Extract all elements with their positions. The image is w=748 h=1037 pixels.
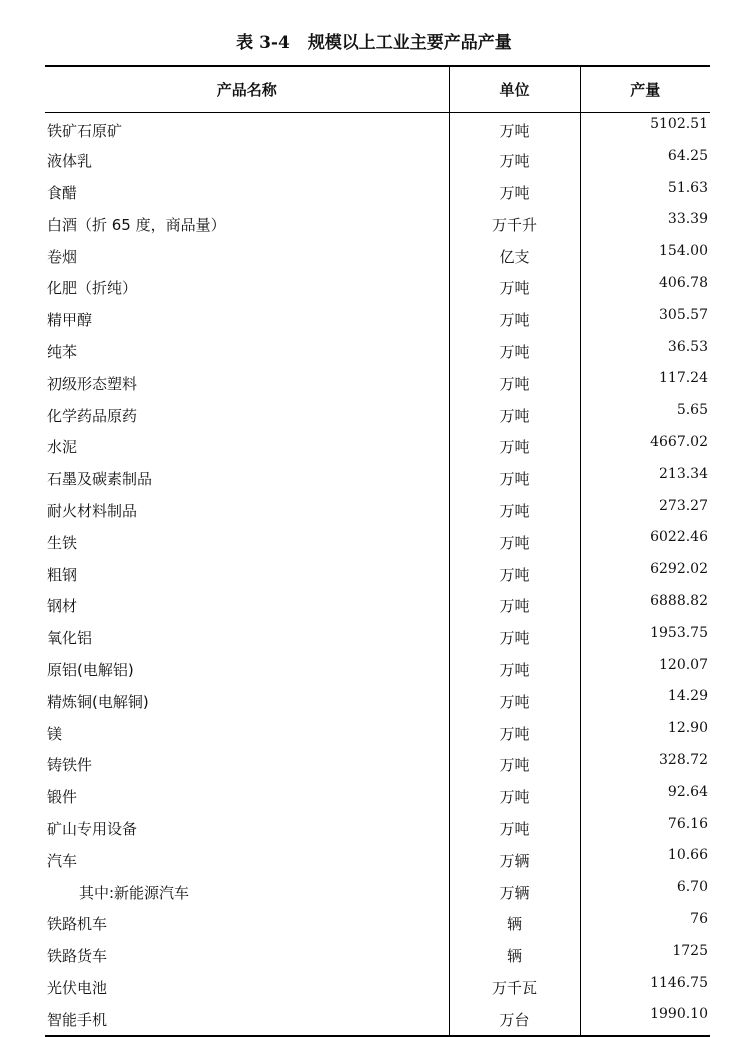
product-name-cell: 铸铁件 bbox=[47, 756, 93, 775]
table-row bbox=[45, 177, 710, 209]
quantity-cell: 120.07 bbox=[580, 654, 710, 686]
table-row bbox=[45, 590, 710, 622]
unit-cell: 万吨 bbox=[449, 113, 580, 145]
column-header-qty: 产量 bbox=[580, 66, 710, 113]
product-name-cell: 钢材 bbox=[47, 597, 78, 616]
table-row bbox=[45, 749, 710, 781]
table-row bbox=[45, 495, 710, 527]
quantity-cell: 6888.82 bbox=[580, 590, 710, 622]
product-name-cell: 原铝(电解铝) bbox=[47, 660, 134, 679]
product-name-cell: 铁路机车 bbox=[47, 915, 108, 934]
production-table bbox=[45, 65, 710, 1037]
table-row bbox=[45, 463, 710, 495]
quantity-cell: 273.27 bbox=[580, 495, 710, 527]
product-name-cell: 氧化铝 bbox=[47, 629, 93, 648]
quantity-cell: 36.53 bbox=[580, 336, 710, 368]
product-name-cell: 石墨及碳素制品 bbox=[47, 470, 153, 489]
product-name-cell: 锻件 bbox=[47, 788, 78, 807]
quantity-cell: 213.34 bbox=[580, 463, 710, 495]
product-name-cell: 光伏电池 bbox=[47, 978, 108, 997]
unit-cell: 万千升 bbox=[449, 208, 580, 240]
table-row bbox=[45, 654, 710, 686]
product-name-cell: 矿山专用设备 bbox=[47, 819, 138, 838]
product-name-cell: 精炼铜(电解铜) bbox=[47, 692, 149, 711]
table-row bbox=[45, 940, 710, 972]
table-row bbox=[45, 1003, 710, 1036]
table-row bbox=[45, 272, 710, 304]
column-header-unit: 单位 bbox=[449, 66, 580, 113]
unit-cell: 万吨 bbox=[449, 431, 580, 463]
quantity-cell: 1725 bbox=[580, 940, 710, 972]
product-name-cell: 液体乳 bbox=[47, 152, 93, 171]
table-row bbox=[45, 399, 710, 431]
unit-cell: 万吨 bbox=[449, 685, 580, 717]
quantity-cell: 6292.02 bbox=[580, 558, 710, 590]
table-row bbox=[45, 240, 710, 272]
unit-cell: 万吨 bbox=[449, 717, 580, 749]
table-row bbox=[45, 304, 710, 336]
quantity-cell: 76.16 bbox=[580, 813, 710, 845]
quantity-cell: 117.24 bbox=[580, 367, 710, 399]
product-name-cell: 水泥 bbox=[47, 438, 78, 457]
table-row bbox=[45, 844, 710, 876]
product-name-cell: 铁矿石原矿 bbox=[47, 121, 123, 140]
product-name-cell: 初级形态塑料 bbox=[47, 374, 138, 393]
table-row bbox=[45, 113, 710, 145]
unit-cell: 万吨 bbox=[449, 336, 580, 368]
table-title bbox=[0, 28, 748, 53]
table-row bbox=[45, 717, 710, 749]
table-row bbox=[45, 908, 710, 940]
table-row bbox=[45, 876, 710, 908]
product-name-cell: 其中:新能源汽车 bbox=[79, 883, 190, 902]
quantity-cell: 1146.75 bbox=[580, 972, 710, 1004]
product-name-cell: 食醋 bbox=[47, 183, 78, 202]
unit-cell: 万吨 bbox=[449, 526, 580, 558]
product-name-cell: 粗钢 bbox=[47, 565, 78, 584]
table-row bbox=[45, 781, 710, 813]
quantity-cell: 6.70 bbox=[580, 876, 710, 908]
unit-cell: 万吨 bbox=[449, 272, 580, 304]
unit-cell: 万吨 bbox=[449, 399, 580, 431]
unit-cell: 万吨 bbox=[449, 590, 580, 622]
unit-cell: 亿支 bbox=[449, 240, 580, 272]
unit-cell: 万辆 bbox=[449, 876, 580, 908]
unit-cell: 万吨 bbox=[449, 495, 580, 527]
product-name-cell: 卷烟 bbox=[47, 247, 78, 266]
column-header-name: 产品名称 bbox=[45, 66, 449, 113]
table-row bbox=[45, 685, 710, 717]
quantity-cell: 51.63 bbox=[580, 177, 710, 209]
product-name-cell: 纯苯 bbox=[47, 342, 78, 361]
unit-cell: 辆 bbox=[449, 940, 580, 972]
unit-cell: 万吨 bbox=[449, 622, 580, 654]
unit-cell: 万台 bbox=[449, 1003, 580, 1036]
table-row bbox=[45, 622, 710, 654]
quantity-cell: 406.78 bbox=[580, 272, 710, 304]
quantity-cell: 328.72 bbox=[580, 749, 710, 781]
unit-cell: 万吨 bbox=[449, 304, 580, 336]
product-name-cell: 化学药品原药 bbox=[47, 406, 138, 425]
quantity-cell: 4667.02 bbox=[580, 431, 710, 463]
unit-cell: 万吨 bbox=[449, 367, 580, 399]
product-name-cell: 铁路货车 bbox=[47, 947, 108, 966]
unit-cell: 万吨 bbox=[449, 749, 580, 781]
unit-cell: 万吨 bbox=[449, 463, 580, 495]
unit-cell: 万吨 bbox=[449, 558, 580, 590]
product-name-cell: 耐火材料制品 bbox=[47, 501, 138, 520]
unit-cell: 万吨 bbox=[449, 813, 580, 845]
product-name-cell: 汽车 bbox=[47, 851, 78, 870]
unit-cell: 万吨 bbox=[449, 145, 580, 177]
table-row bbox=[45, 367, 710, 399]
quantity-cell: 92.64 bbox=[580, 781, 710, 813]
quantity-cell: 64.25 bbox=[580, 145, 710, 177]
quantity-cell: 1953.75 bbox=[580, 622, 710, 654]
table-row bbox=[45, 208, 710, 240]
unit-cell: 万吨 bbox=[449, 654, 580, 686]
quantity-cell: 12.90 bbox=[580, 717, 710, 749]
table-row bbox=[45, 972, 710, 1004]
quantity-cell: 1990.10 bbox=[580, 1003, 710, 1036]
unit-cell: 万吨 bbox=[449, 781, 580, 813]
table-body bbox=[45, 113, 710, 1037]
quantity-cell: 33.39 bbox=[580, 208, 710, 240]
quantity-cell: 10.66 bbox=[580, 844, 710, 876]
quantity-cell: 76 bbox=[580, 908, 710, 940]
quantity-cell: 5.65 bbox=[580, 399, 710, 431]
table-row bbox=[45, 431, 710, 463]
unit-cell: 辆 bbox=[449, 908, 580, 940]
product-name-cell: 化肥（折纯） bbox=[47, 279, 138, 298]
table-title-text: 规模以上工业主要产品产量 bbox=[307, 33, 512, 53]
table-number: 表 3-4 bbox=[236, 33, 290, 53]
table-row bbox=[45, 558, 710, 590]
table-row bbox=[45, 813, 710, 845]
table-row bbox=[45, 145, 710, 177]
unit-cell: 万千瓦 bbox=[449, 972, 580, 1004]
unit-cell: 万辆 bbox=[449, 844, 580, 876]
quantity-cell: 305.57 bbox=[580, 304, 710, 336]
quantity-cell: 14.29 bbox=[580, 685, 710, 717]
product-name-cell: 精甲醇 bbox=[47, 311, 93, 330]
product-name-cell: 智能手机 bbox=[45, 1003, 449, 1036]
unit-cell: 万吨 bbox=[449, 177, 580, 209]
product-name-cell: 镁 bbox=[47, 724, 63, 743]
header-row bbox=[45, 66, 710, 113]
quantity-cell: 5102.51 bbox=[580, 113, 710, 145]
quantity-cell: 154.00 bbox=[580, 240, 710, 272]
table-row bbox=[45, 336, 710, 368]
product-name-cell: 生铁 bbox=[47, 533, 78, 552]
product-name-cell: 白酒（折 65 度，商品量） bbox=[47, 215, 226, 234]
quantity-cell: 6022.46 bbox=[580, 526, 710, 558]
table-row bbox=[45, 526, 710, 558]
